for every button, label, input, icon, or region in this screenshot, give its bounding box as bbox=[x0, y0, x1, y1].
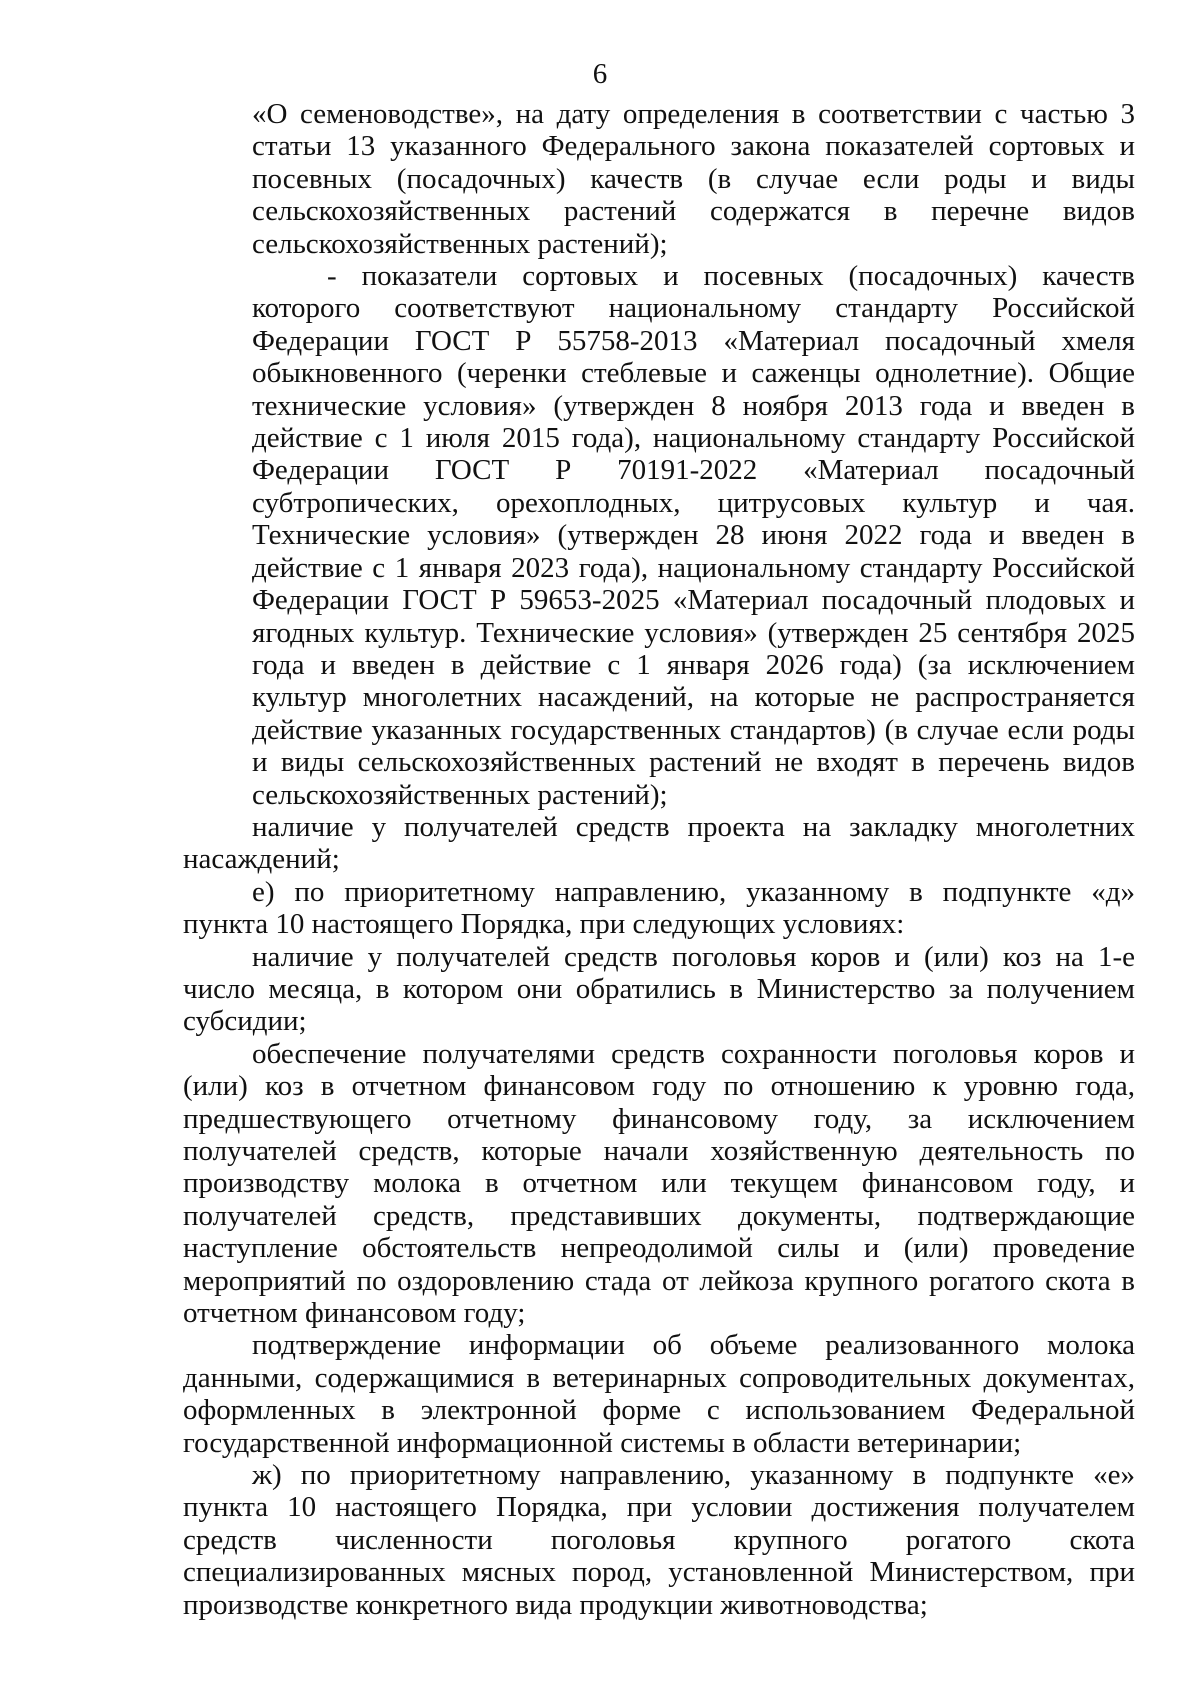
paragraph-gost-standards: - показатели сортовых и посевных (посадочных) качеств которого соответствуют национальному стандарту Российской Федерации ГОСТ Р 55758-2013 «Материал посадочный хмеля обыкновенного (черенки стеблевые и саженцы однолетние). Общие технические условия» (утвержден 8 ноября 2013 года и введен в действие с 1 июля 2015 года), национальному стандарту Российской Федерации ГОСТ Р 70191-2022 «Материал посадочный субтропических, орехоплодных, цитрусовых культур и чая. Технические условия» (утвержден 28 июня 2022 года и введен в действие с 1 января 2023 года), национальному стандарту Российской Федерации ГОСТ Р 59653-2025 «Материал посадочный плодовых и ягодных культур. Технические условия» (утвержден 25 сентября 2025 года и введен в действие с 1 января 2026 года) (за исключением культур многолетних насаждений, на которые не распространяется действие указанных государственных стандартов) (в случае если роды и виды сельскохозяйственных растений не входят в перечень видов сельскохозяйственных растений); bbox=[252, 260, 1135, 811]
paragraph-livestock-preservation: обеспечение получателями средств сохранности поголовья коров и (или) коз в отчетном финансовом году по отношению к уровню года, предшествующего отчетному финансовому году, за исключением получателей средств, которые начали хозяйственную деятельность по производству молока в отчетном или текущем финансовом году, и получателей средств, представивших документы, подтверждающие наступление обстоятельств непреодолимой силы и (или) проведение мероприятий по оздоровлению стада от лейкоза крупного рогатого скота в отчетном финансовом году; bbox=[183, 1037, 1135, 1330]
paragraph-milk-confirmation: подтверждение информации об объеме реализованного молока данными, содержащимися в ветеринарных сопроводительных документах, оформленных в электронной форме с использованием Федеральной государственной информационной системы в области ветеринарии; bbox=[183, 1329, 1135, 1459]
document-body bbox=[183, 98, 1135, 1621]
paragraph-seed-law-continuation: «О семеноводстве», на дату определения в соответствии с частью 3 статьи 13 указанного Федерального закона показателей сортовых и посевных (посадочных) качеств (в случае если роды и виды сельскохозяйственных растений содержатся в перечне видов сельскохозяйственных растений); bbox=[252, 98, 1135, 260]
page-number: 6 bbox=[592, 58, 608, 90]
paragraph-livestock-presence: наличие у получателей средств поголовья коров и (или) коз на 1-е число месяца, в котором они обратились в Министерство за получением субсидии; bbox=[183, 940, 1135, 1038]
paragraph-item-zh: ж) по приоритетному направлению, указанному в подпункте «е» пункта 10 настоящего Порядка, при условии достижения получателем средств численности поголовья крупного рогатого скота специализированных мясных пород, установленной Министерством, при производстве конкретного вида продукции животноводства; bbox=[183, 1459, 1135, 1621]
paragraph-planting-project: наличие у получателей средств проекта на закладку многолетних насаждений; bbox=[183, 810, 1135, 876]
paragraph-item-e: е) по приоритетному направлению, указанному в подпункте «д» пункта 10 настоящего Порядка, при следующих условиях: bbox=[183, 875, 1135, 941]
